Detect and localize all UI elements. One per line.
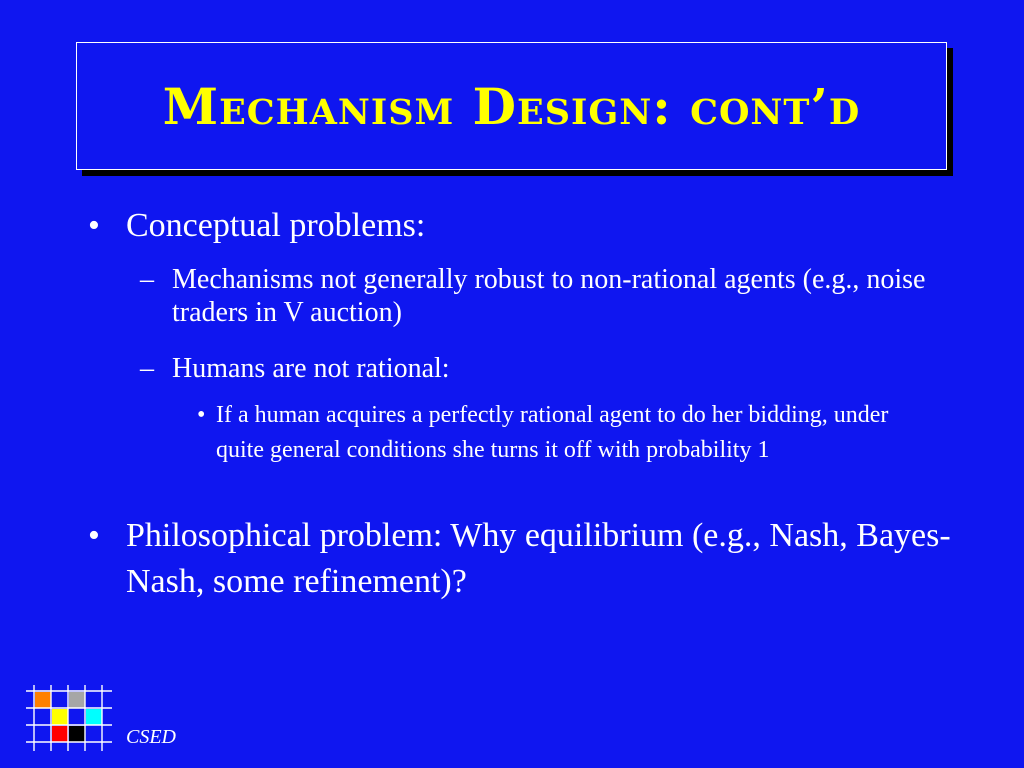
sub-sub-bullet-text: If a human acquires a perfectly rational agent to do her bidding, under quite general conditions she turns it off with probability 1: [216, 402, 889, 463]
logo-grid-lines: [26, 685, 112, 751]
bullet-marker: •: [88, 207, 100, 244]
csed-logo-icon: [26, 685, 112, 751]
bullet-text: Philosophical problem: Why equilibrium (e.g., Nash, Bayes-Nash, some refinement)?: [126, 517, 951, 600]
sub-sub-bullet-agent: [197, 398, 917, 468]
dash-marker: –: [140, 353, 154, 384]
sub-bullet-humans: [140, 352, 960, 385]
sub-bullet-text: Mechanisms not generally robust to non-rational agents (e.g., noise traders in V auction): [172, 264, 926, 329]
footer-label: CSED: [126, 726, 176, 748]
bullet-text: Conceptual problems:: [126, 207, 426, 244]
sub-bullet-robustness: [140, 263, 960, 329]
bullet-conceptual-problems: [88, 206, 968, 246]
sub-bullet-text: Humans are not rational:: [172, 353, 450, 384]
bullet-philosophical-problem: [88, 513, 968, 605]
bullet-marker: •: [88, 517, 100, 554]
slide-title: Mechanism Design: cont’d: [162, 76, 861, 136]
dash-marker: –: [140, 264, 154, 295]
bullet-marker: •: [197, 402, 206, 428]
title-box: [76, 42, 947, 170]
